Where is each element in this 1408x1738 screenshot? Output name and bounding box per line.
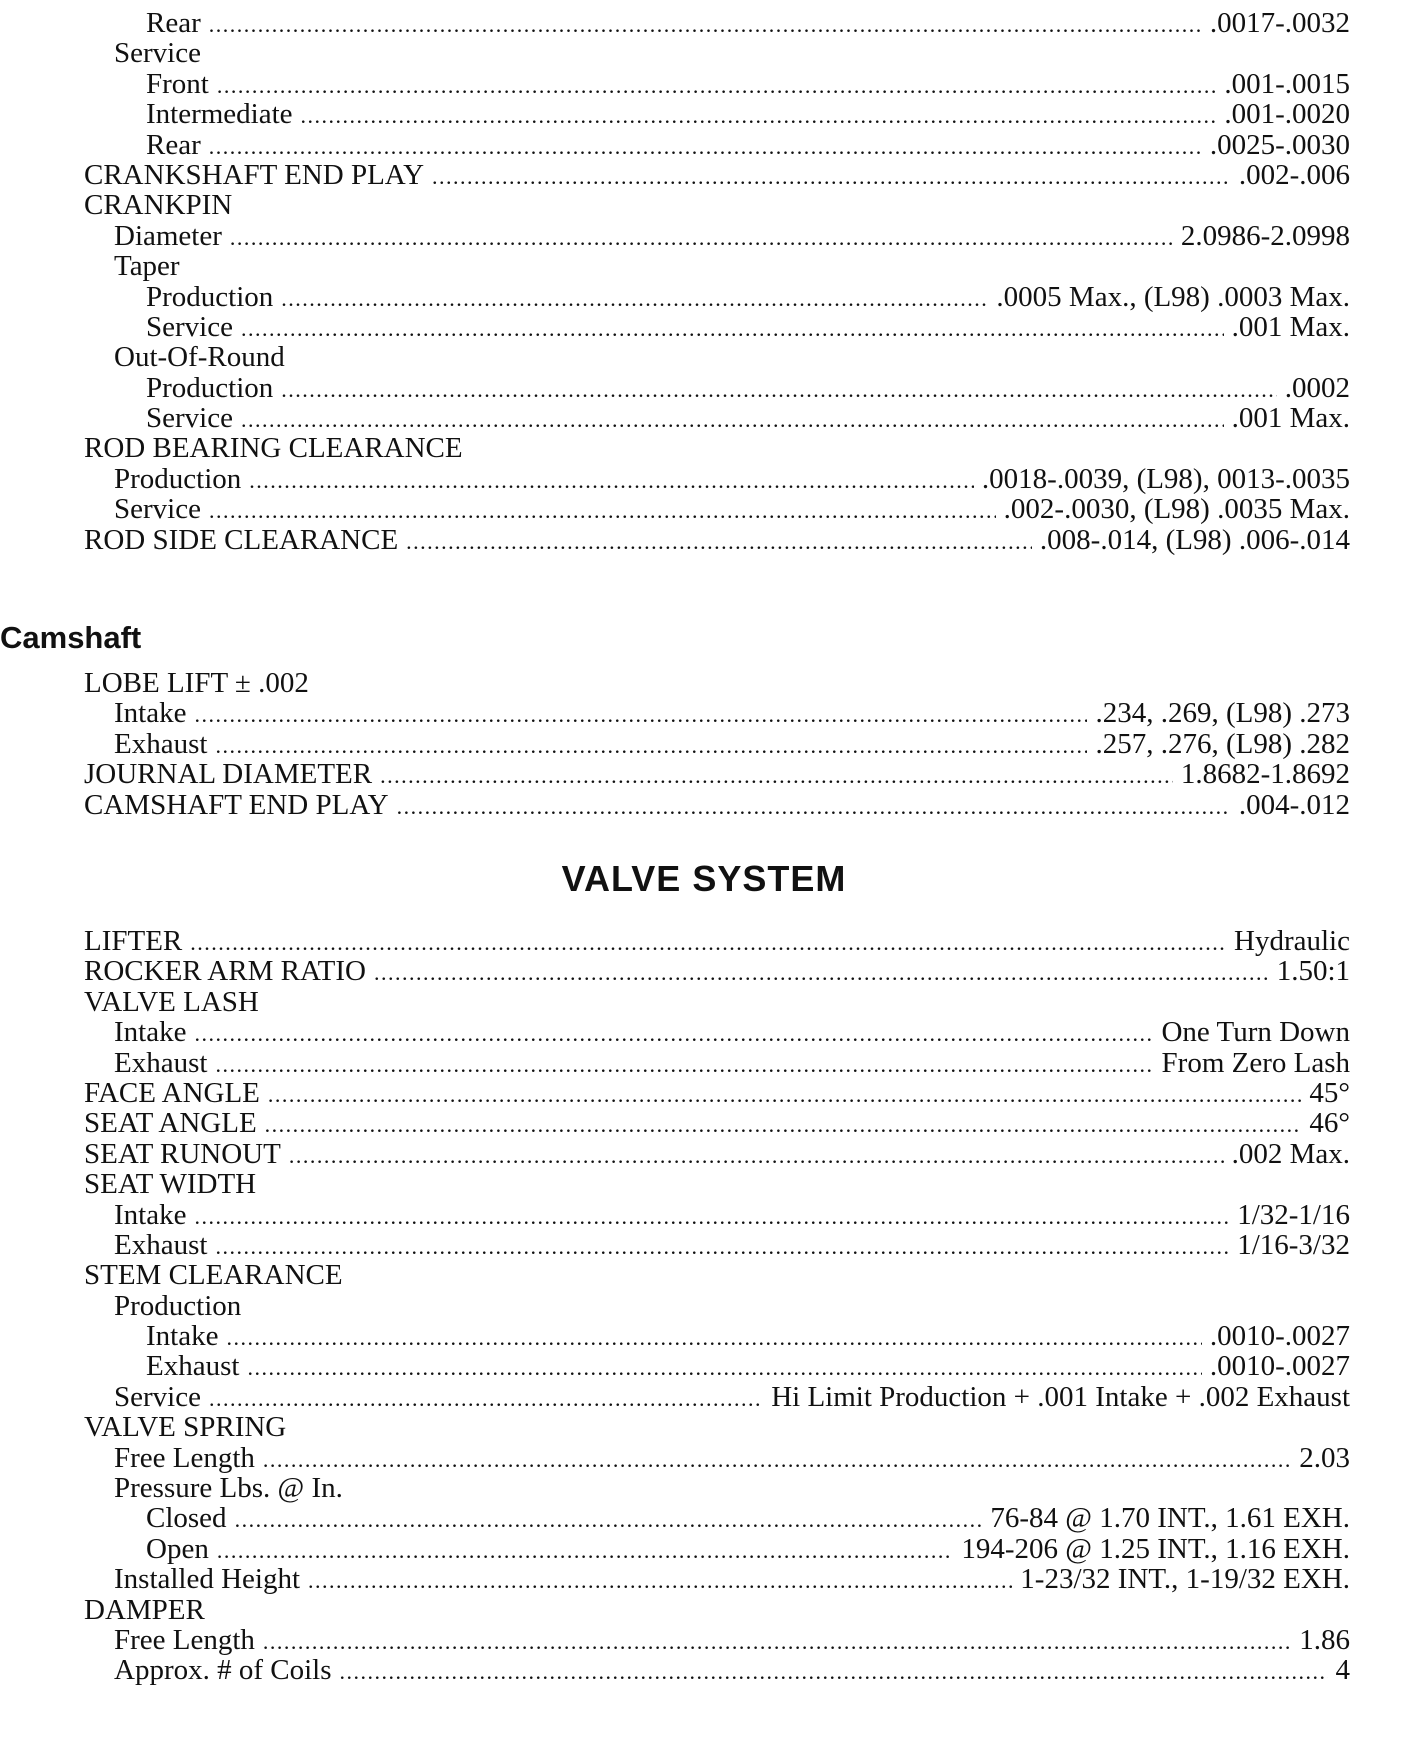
spec-row — [84, 1108, 1350, 1138]
spec-value: .002-.0030, (L98) .0035 Max. — [1003, 493, 1350, 526]
spec-row — [84, 1443, 1350, 1473]
dot-leader — [209, 1384, 763, 1414]
spec-label: Service — [146, 310, 233, 343]
dot-leader — [226, 1323, 1201, 1353]
dot-leader — [209, 132, 1202, 162]
spec-row — [84, 160, 1350, 190]
spec-label: Out-Of-Round — [114, 341, 285, 374]
spec-value: .001 Max. — [1231, 402, 1350, 435]
spec-row — [84, 1169, 1350, 1199]
dot-leader — [190, 928, 1226, 958]
spec-label: ROD SIDE CLEARANCE — [84, 523, 399, 556]
spec-label: LIFTER — [84, 925, 183, 957]
dot-leader — [263, 1445, 1291, 1475]
camshaft-heading: Camshaft — [0, 620, 142, 655]
spec-row — [84, 1230, 1350, 1260]
dot-leader — [281, 284, 988, 314]
spec-row — [84, 668, 1350, 698]
spec-label: Intake — [114, 1016, 187, 1049]
dot-leader — [241, 314, 1224, 344]
spec-value: 2.0986-2.0998 — [1180, 219, 1350, 252]
spec-value: One Turn Down — [1161, 1016, 1350, 1049]
spec-row — [84, 1351, 1350, 1381]
spec-row — [84, 99, 1350, 129]
dot-leader — [247, 1353, 1201, 1383]
spec-value: .002 Max. — [1231, 1137, 1350, 1170]
spec-label: Free Length — [114, 1623, 255, 1656]
spec-label: Production — [114, 1289, 242, 1322]
spec-label: CRANKPIN — [84, 189, 233, 222]
spec-value: .001-.0015 — [1224, 67, 1350, 100]
dot-leader — [217, 71, 1216, 101]
spec-label: Production — [146, 371, 274, 404]
spec-row — [84, 38, 1350, 68]
spec-row — [84, 1473, 1350, 1503]
spec-row — [84, 1078, 1350, 1108]
spec-label: VALVE SPRING — [84, 1411, 287, 1444]
dot-leader — [215, 731, 1087, 761]
spec-label: FACE ANGLE — [84, 1076, 260, 1109]
spec-row — [84, 1625, 1350, 1655]
spec-value: .234, .269, (L98) .273 — [1095, 697, 1350, 730]
spec-value: .0017-.0032 — [1209, 7, 1350, 39]
spec-label: Exhaust — [114, 727, 208, 760]
dot-leader — [397, 792, 1231, 822]
spec-label: Service — [114, 493, 201, 526]
dot-leader — [289, 1141, 1224, 1171]
spec-label: Service — [146, 402, 233, 435]
spec-label: DAMPER — [84, 1593, 205, 1626]
crankshaft-spec-list — [84, 8, 1350, 555]
spec-row — [84, 1412, 1350, 1442]
spec-label: Production — [146, 280, 274, 313]
spec-row — [84, 987, 1350, 1017]
spec-label: Rear — [146, 7, 201, 39]
spec-label: LOBE LIFT ± .002 — [84, 667, 309, 699]
spec-value: .0025-.0030 — [1209, 128, 1350, 161]
spec-label: Closed — [146, 1502, 227, 1535]
spec-row — [84, 1017, 1350, 1047]
spec-row — [84, 373, 1350, 403]
dot-leader — [308, 1566, 1012, 1596]
dot-leader — [265, 1110, 1302, 1140]
dot-leader — [432, 162, 1231, 192]
spec-row — [84, 251, 1350, 281]
spec-value: .002-.006 — [1238, 158, 1350, 191]
dot-leader — [281, 375, 1276, 405]
spec-label: SEAT RUNOUT — [84, 1137, 281, 1170]
camshaft-spec-list — [84, 668, 1350, 820]
dot-leader — [209, 496, 996, 526]
spec-row — [84, 1291, 1350, 1321]
spec-value: From Zero Lash — [1161, 1046, 1350, 1079]
spec-label: Exhaust — [114, 1046, 208, 1079]
spec-label: Diameter — [114, 219, 222, 252]
spec-row — [84, 790, 1350, 820]
spec-row — [84, 1564, 1350, 1594]
spec-label: Installed Height — [114, 1563, 301, 1596]
spec-row — [84, 8, 1350, 38]
spec-value: 2.03 — [1299, 1441, 1350, 1474]
spec-label: STEM CLEARANCE — [84, 1259, 343, 1292]
spec-label: Service — [114, 1380, 201, 1413]
spec-label: Free Length — [114, 1441, 255, 1474]
valve-system-heading: VALVE SYSTEM — [561, 858, 847, 899]
spec-row — [84, 1139, 1350, 1169]
dot-leader — [194, 1202, 1229, 1232]
spec-value: .004-.012 — [1238, 788, 1350, 821]
spec-row — [84, 1048, 1350, 1078]
spec-label: SEAT WIDTH — [84, 1168, 257, 1201]
spec-value: 194-206 @ 1.25 INT., 1.16 EXH. — [961, 1532, 1350, 1565]
spec-label: Service — [114, 37, 201, 70]
spec-row — [84, 1260, 1350, 1290]
dot-leader — [241, 405, 1224, 435]
spec-row — [84, 494, 1350, 524]
spec-row — [84, 464, 1350, 494]
spec-label: Intake — [114, 1198, 187, 1231]
spec-row — [84, 221, 1350, 251]
spec-row — [84, 926, 1350, 956]
dot-leader — [406, 527, 1032, 557]
spec-label: Rear — [146, 128, 201, 161]
spec-value: .0010-.0027 — [1209, 1320, 1350, 1353]
dot-leader — [194, 700, 1087, 730]
spec-row — [84, 312, 1350, 342]
spec-value: 45° — [1309, 1076, 1350, 1109]
spec-row — [84, 282, 1350, 312]
spec-value: .001-.0020 — [1224, 98, 1350, 131]
spec-row — [84, 1382, 1350, 1412]
spec-row — [84, 1534, 1350, 1564]
spec-row — [84, 403, 1350, 433]
spec-value: .0005 Max., (L98) .0003 Max. — [996, 280, 1350, 313]
spec-value: .0018-.0039, (L98), 0013-.0035 — [981, 462, 1350, 495]
spec-label: JOURNAL DIAMETER — [84, 758, 373, 791]
spec-label: Exhaust — [146, 1350, 240, 1383]
spec-value: 1.50:1 — [1276, 955, 1350, 988]
spec-label: Approx. # of Coils — [114, 1654, 332, 1687]
spec-row — [84, 698, 1350, 728]
spec-label: CRANKSHAFT END PLAY — [84, 158, 425, 191]
dot-leader — [263, 1627, 1291, 1657]
spec-label: Intake — [146, 1320, 219, 1353]
spec-value: 1-23/32 INT., 1-19/32 EXH. — [1020, 1563, 1350, 1596]
spec-value: 4 — [1335, 1654, 1350, 1687]
spec-value: .008-.014, (L98) .006-.014 — [1039, 523, 1350, 556]
spec-value: .0010-.0027 — [1209, 1350, 1350, 1383]
spec-value: Hydraulic — [1234, 925, 1350, 957]
spec-label: Production — [114, 462, 242, 495]
spec-value: Hi Limit Production + .001 Intake + .002 Exhaust — [771, 1380, 1350, 1413]
spec-value: 1.8682-1.8692 — [1180, 758, 1350, 791]
spec-label: Front — [146, 67, 209, 100]
dot-leader — [268, 1080, 1302, 1110]
spec-row — [84, 342, 1350, 372]
dot-leader — [217, 1536, 954, 1566]
spec-row — [84, 69, 1350, 99]
spec-value: 1/16-3/32 — [1237, 1228, 1350, 1261]
dot-leader — [194, 1019, 1153, 1049]
spec-row — [84, 1595, 1350, 1625]
spec-label: VALVE LASH — [84, 985, 259, 1018]
spec-label: ROCKER ARM RATIO — [84, 955, 366, 988]
spec-label: Taper — [114, 250, 180, 283]
spec-label: ROD BEARING CLEARANCE — [84, 432, 463, 465]
spec-label: Intake — [114, 697, 187, 730]
spec-row — [84, 759, 1350, 789]
spec-value: .0002 — [1284, 371, 1350, 404]
spec-row — [84, 1321, 1350, 1351]
spec-label: SEAT ANGLE — [84, 1107, 257, 1140]
dot-leader — [380, 761, 1173, 791]
spec-row — [84, 130, 1350, 160]
spec-value: 76-84 @ 1.70 INT., 1.61 EXH. — [990, 1502, 1350, 1535]
spec-row — [84, 190, 1350, 220]
dot-leader — [215, 1232, 1229, 1262]
spec-row — [84, 1200, 1350, 1230]
dot-leader — [215, 1050, 1153, 1080]
spec-row — [84, 956, 1350, 986]
dot-leader — [249, 466, 974, 496]
spec-label: Pressure Lbs. @ In. — [114, 1472, 343, 1505]
spec-label: Exhaust — [114, 1228, 208, 1261]
spec-row — [84, 1503, 1350, 1533]
spec-label: CAMSHAFT END PLAY — [84, 788, 389, 821]
dot-leader — [301, 101, 1217, 131]
spec-row — [84, 729, 1350, 759]
spec-value: 1/32-1/16 — [1237, 1198, 1350, 1231]
spec-value: .001 Max. — [1231, 310, 1350, 343]
spec-row — [84, 433, 1350, 463]
dot-leader — [209, 10, 1202, 40]
dot-leader — [235, 1505, 983, 1535]
spec-value: .257, .276, (L98) .282 — [1095, 727, 1350, 760]
spec-value: 1.86 — [1299, 1623, 1350, 1656]
spec-label: Open — [146, 1532, 209, 1565]
dot-leader — [374, 958, 1269, 988]
dot-leader — [230, 223, 1173, 253]
valve-system-spec-list — [84, 926, 1350, 1686]
spec-value: 46° — [1309, 1107, 1350, 1140]
spec-row — [84, 525, 1350, 555]
spec-label: Intermediate — [146, 98, 293, 131]
spec-row — [84, 1655, 1350, 1685]
dot-leader — [340, 1657, 1328, 1687]
